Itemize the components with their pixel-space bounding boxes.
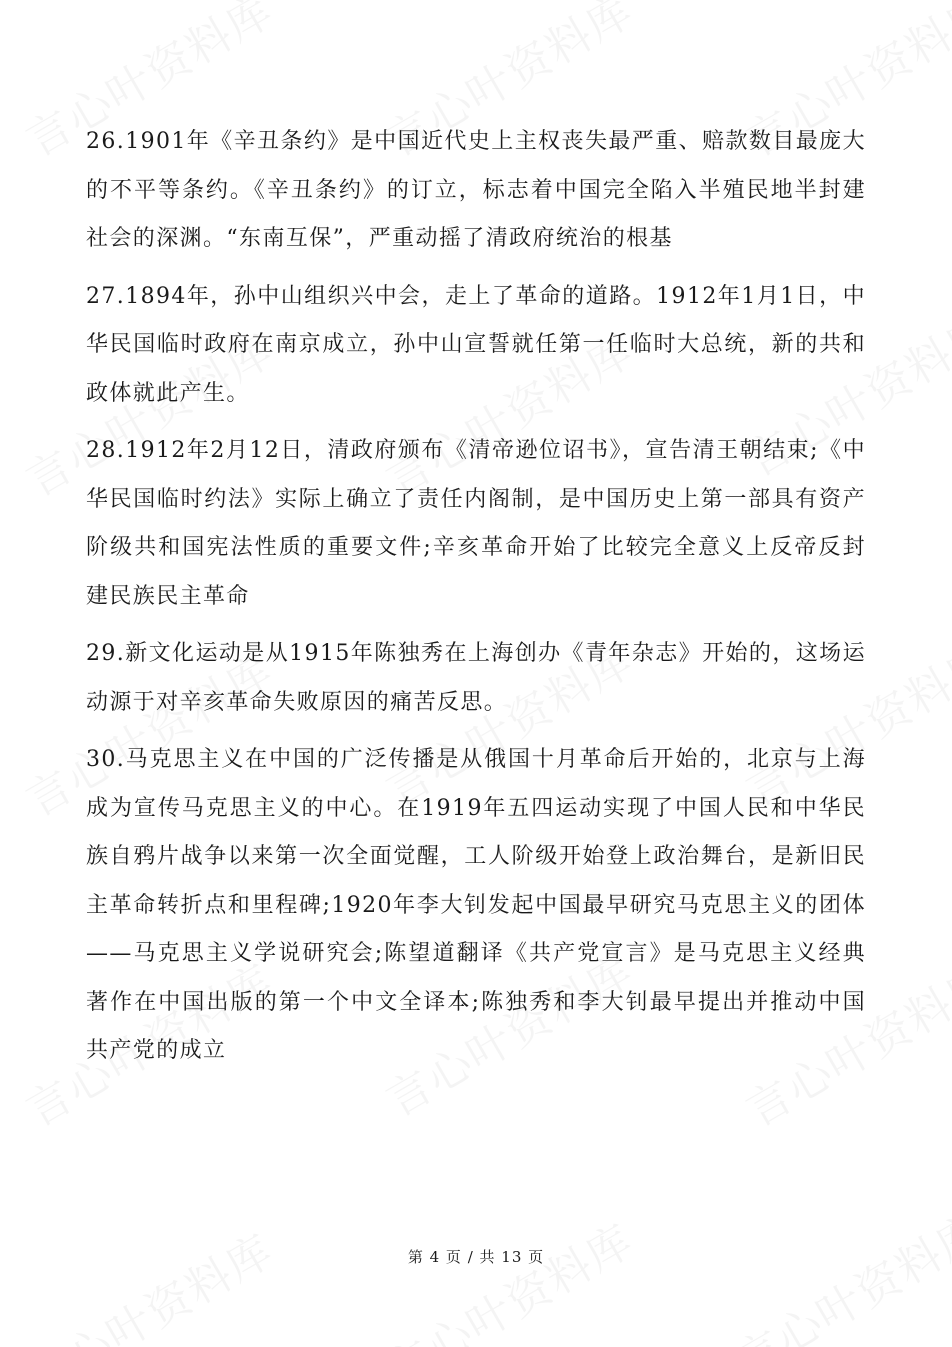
paragraph-text: 1901年《辛丑条约》是中国近代史上主权丧失最严重、赔款数目最庞大的不平等条约。《辛丑条约》的订立，标志着中国完全陷入半殖民地半封建社会的深渊。“东南互保”，严重动摇了清政府统治的根基	[86, 129, 866, 251]
paragraph-27	[86, 273, 866, 419]
page-footer: 第 4 页 / 共 13 页	[407, 1248, 545, 1266]
paragraph-26	[86, 118, 866, 264]
paragraph-text: 马克思主义在中国的广泛传播是从俄国十月革命后开始的，北京与上海成为宣传马克思主义的中心。在1919年五四运动实现了中国人民和中华民族自鸦片战争以来第一次全面觉醒，工人阶级开始登上政治舞台，是新旧民主革命转折点和里程碑;1920年李大钊发起中国最早研究马克思主义的团体——马克思主义学说研究会;陈望道翻译《共产党宣言》是马克思主义经典著作在中国出版的第一个中文全译本;陈独秀和李大钊最早提出并推动中国共产党的成立	[86, 747, 866, 1063]
watermark	[12, 1215, 283, 1347]
paragraph-28	[86, 427, 866, 621]
watermark	[722, 1195, 952, 1347]
paragraph-number: 29.	[86, 641, 126, 666]
paragraph-text: 新文化运动是从1915年陈独秀在上海创办《青年杂志》开始的，这场运动源于对辛亥革命失败原因的痛苦反思。	[86, 641, 866, 715]
paragraph-number: 26.	[86, 129, 126, 154]
paragraph-number: 27.	[86, 283, 126, 309]
watermark	[372, 1205, 643, 1347]
paragraph-29	[86, 630, 866, 727]
paragraph-number: 28.	[86, 438, 126, 463]
paragraph-30	[86, 736, 866, 1076]
paragraph-text: 1894年，孙中山组织兴中会，走上了革命的道路。1912年1月1日，中华民国临时政府在南京成立，孙中山宣誓就任第一任临时大总统，新的共和政体就此产生。	[86, 283, 866, 406]
paragraph-text: 1912年2月12日，清政府颁布《清帝逊位诏书》，宣告清王朝结束;《中华民国临时约法》实际上确立了责任内阁制，是中国历史上第一部具有资产阶级共和国宪法性质的重要文件;辛亥革命开始了比较完全意义上反帝反封建民族民主革命	[86, 438, 866, 609]
paragraph-number: 30.	[86, 747, 126, 772]
document-body	[86, 118, 866, 1085]
